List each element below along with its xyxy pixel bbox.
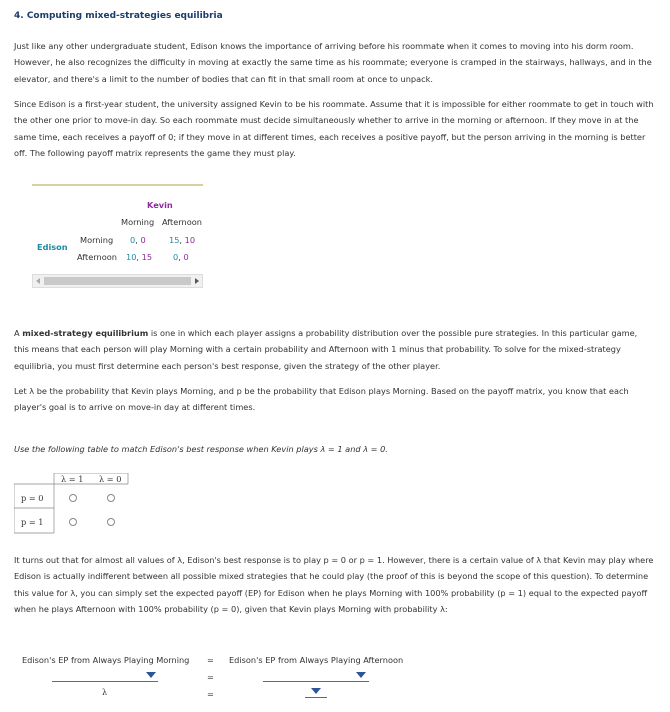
ep-afternoon-label: Edison's EP from Always Playing Afternoon <box>229 655 404 665</box>
scroll-left-icon[interactable] <box>36 278 40 284</box>
col-header-lambda-1: λ = 1 <box>61 474 84 484</box>
lambda-label: λ <box>102 687 108 697</box>
matrix-cell: 0, 0 <box>130 235 146 245</box>
kevin-payoff: 0 <box>183 252 189 262</box>
para3-post: is one in which each player assigns a probability distribution over the possible pure strategies. In this particular game, this means that each person will play Morning with a certain probability and Afternoon with 1 minus that probability. To solve for the mixed-strategy equilibria, you must first determine each person's best response, given the strategy of the other player. <box>14 328 638 371</box>
radio-p1-lambda0[interactable] <box>107 518 115 526</box>
question-title: 4. Computing mixed-strategies equilibria <box>14 11 223 21</box>
equals-sign: = <box>207 655 214 665</box>
edison-payoff: 10 <box>126 252 137 262</box>
ep-morning-label: Edison's EP from Always Playing Morning <box>22 655 190 665</box>
row-header-morning: Morning <box>80 235 114 245</box>
matrix-divider <box>32 184 203 186</box>
chevron-down-icon[interactable] <box>356 672 366 678</box>
lambda-definition-paragraph: Let λ be the probability that Kevin plays Morning, and p be the probability that Edison plays Morning. Based on the payoff matrix, you know that each player's goal is to arrive on move-in day at different times. <box>14 386 629 413</box>
matrix-cell: 15, 10 <box>169 235 196 245</box>
matrix-cell: 10, 15 <box>126 252 153 262</box>
chevron-down-icon[interactable] <box>146 672 156 678</box>
row-header-p-1: p = 1 <box>21 517 44 527</box>
row-header-afternoon: Afternoon <box>77 252 117 262</box>
col-header-morning: Morning <box>121 217 155 227</box>
radio-p0-lambda1[interactable] <box>69 494 77 502</box>
mixed-strategy-paragraph <box>14 325 654 374</box>
chevron-down-icon[interactable] <box>311 688 321 694</box>
edison-payoff: 0 <box>173 252 179 262</box>
kevin-payoff: 15 <box>141 252 153 262</box>
row-header-p-0: p = 0 <box>21 493 44 503</box>
indifference-paragraph: It turns out that for almost all values of λ, Edison's best response is to play p = 0 or p = 1. However, there is a certain value of λ that Kevin may play where Edison is actually indifferent between all possible mixed strategies that he could play (the proof of this is beyond the scope of this question). To determine this value for λ, you can simply set the expected payoff (EP) for Edison when he plays Morning with 100% probability (p = 1) equal to the expected payoff when he plays Afternoon with 100% probability (p = 0), given that Kevin plays Morning with probability λ: <box>14 555 654 614</box>
para3-pre: A <box>14 328 23 338</box>
matrix-scrollbar[interactable] <box>32 274 203 288</box>
kevin-payoff: 0 <box>140 235 146 245</box>
instruction-text: Use the following table to match Edison's best response when Kevin plays λ = 1 and λ = 0. <box>14 444 388 454</box>
kevin-payoff: 10 <box>184 235 196 245</box>
col-header-afternoon: Afternoon <box>162 217 202 227</box>
best-response-table <box>14 473 130 535</box>
setup-paragraph: Since Edison is a first-year student, the university assigned Kevin to be his roommate. Assume that it is impossible for either roommate to get in touch with the other one prior to move-in day. So each roommate must decide simultaneously whether to arrive in the morning or afternoon. If they move in at the same time, each receives a payoff of 0; if they move in at different times, each receives a positive payoff, but the person arriving in the morning is better off. The following payoff matrix represents the game they must play. <box>14 99 654 158</box>
edison-payoff: 15 <box>169 235 180 245</box>
intro-paragraph: Just like any other undergraduate student, Edison knows the importance of arriving before his roommate when it comes to moving into his dorm room. However, he also recognizes the difficulty in moving at exactly the same time as his roommate; everyone is cramped in the stairways, hallways, and in the elevator, and there's a limit to the number of bodies that can fit in that small room at once to unpack. <box>14 41 652 84</box>
scroll-right-icon[interactable] <box>195 278 199 284</box>
mixed-strategy-term: mixed-strategy equilibrium <box>22 328 149 338</box>
col-player-label: Kevin <box>147 200 173 210</box>
radio-p1-lambda1[interactable] <box>69 518 77 526</box>
matrix-cell: 0, 0 <box>173 252 189 262</box>
edison-payoff: 0 <box>130 235 136 245</box>
col-header-lambda-0: λ = 0 <box>99 474 122 484</box>
equals-sign: = <box>207 672 214 682</box>
equals-sign: = <box>207 689 214 699</box>
radio-p0-lambda0[interactable] <box>107 494 115 502</box>
scroll-thumb[interactable] <box>44 277 191 285</box>
row-player-label: Edison <box>37 242 68 252</box>
